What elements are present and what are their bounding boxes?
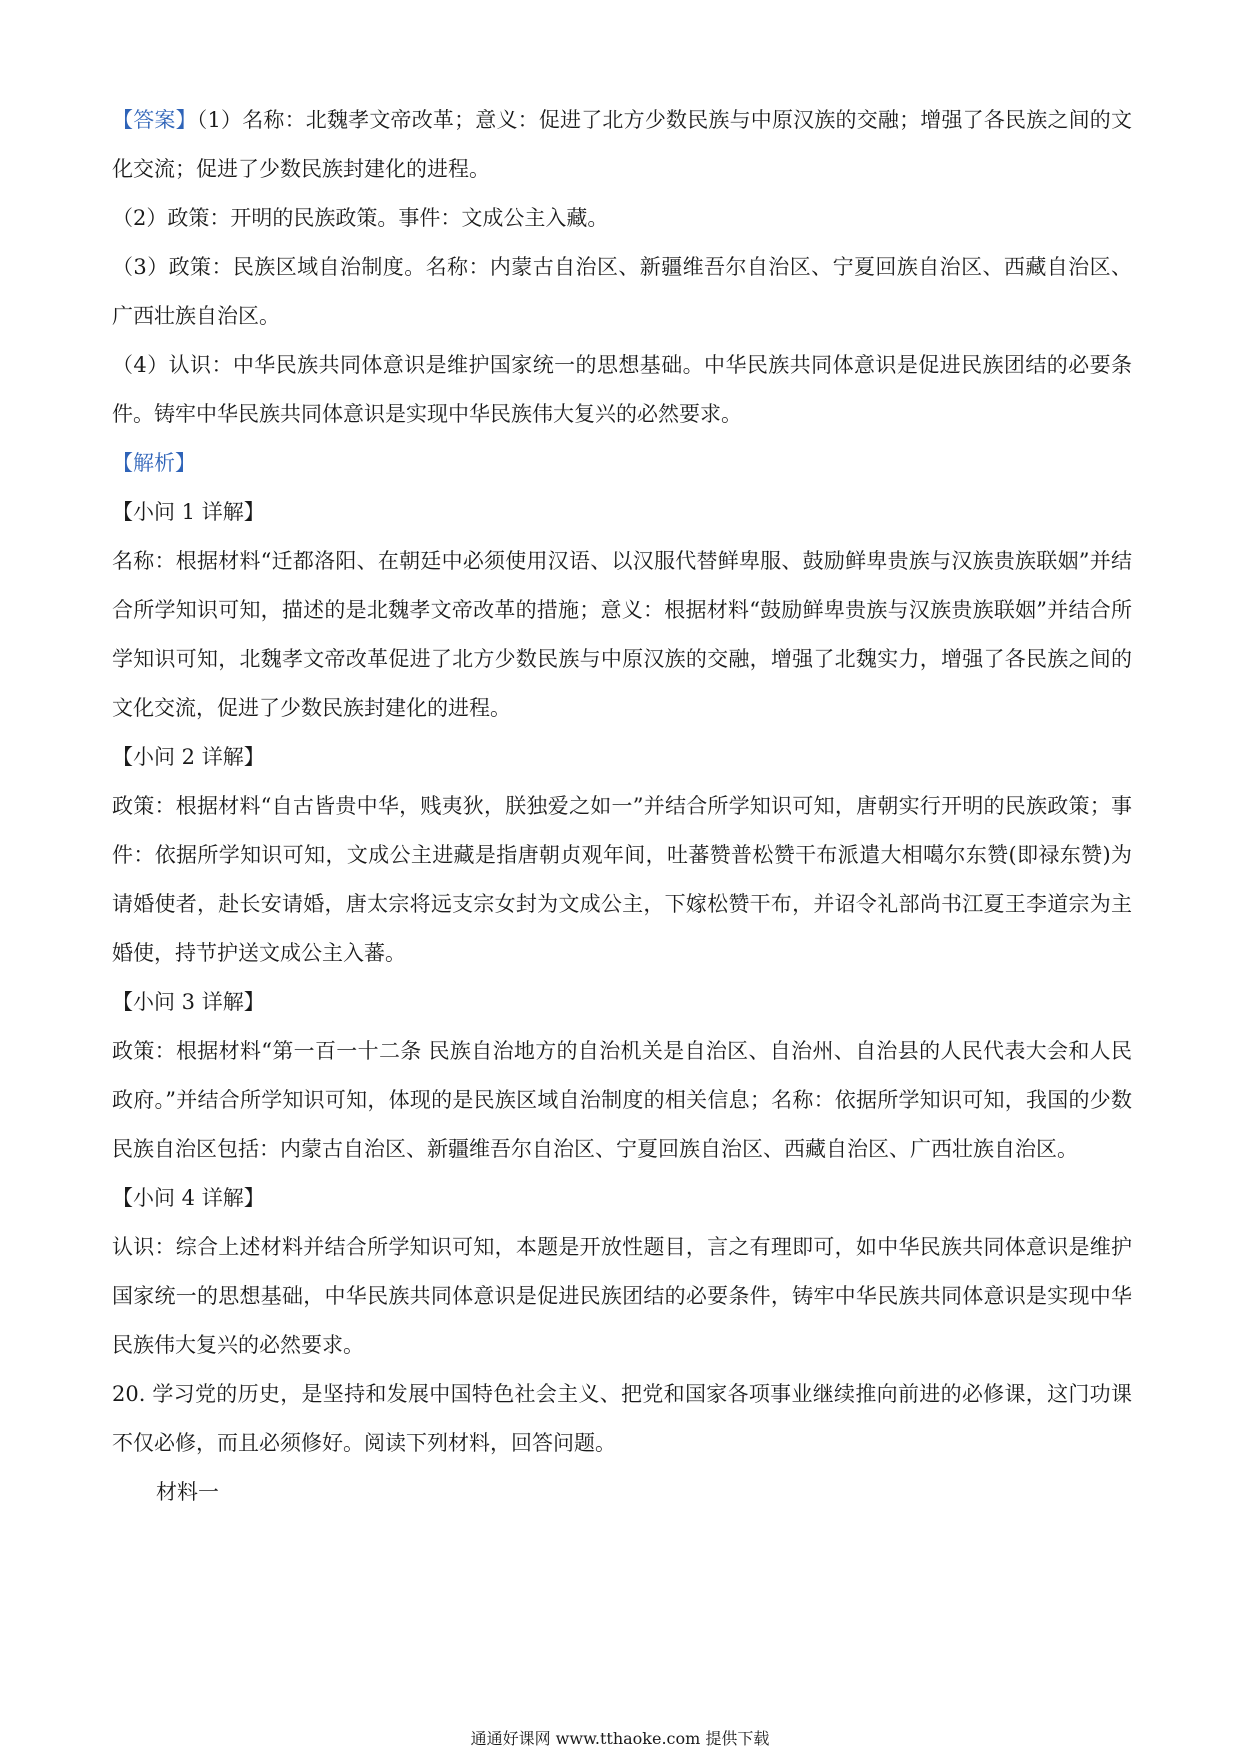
answer-part-2: （2）政策：开明的民族政策。事件：文成公主入藏。 [112,206,609,230]
question-20-text: 20. 学习党的历史，是坚持和发展中国特色社会主义、把党和国家各项事业继续推向前进的必修课，这门功课不仅必修，而且必须修好。阅读下列材料，回答问题。 [112,1382,1132,1455]
page-footer: 通通好课网 www.tthaoke.com 提供下载 [470,1729,770,1748]
answer-tag: 【答案】 [112,108,197,132]
section-1-body: 名称：根据材料“迁都洛阳、在朝廷中必须使用汉语、以汉服代替鲜卑服、鼓励鲜卑贵族与汉族贵族联姻”并结合所学知识可知，描述的是北魏孝文帝改革的措施；意义：根据材料“鼓励鲜卑贵族与汉族贵族联姻”并结合所学知识可知，北魏孝文帝改革促进了北方少数民族与中原汉族的交融，增强了北魏实力，增强了各民族之间的文化交流，促进了少数民族封建化的进程。 [112,549,1132,720]
answer-part-1 [112,96,1132,194]
analysis-tag: 【解析】 [112,451,196,475]
answer-part-4: （4）认识：中华民族共同体意识是维护国家统一的思想基础。中华民族共同体意识是促进民族团结的必要条件。铸牢中华民族共同体意识是实现中华民族伟大复兴的必然要求。 [112,353,1132,426]
section-2-heading: 【小问 2 详解】 [112,745,265,769]
section-2-body: 政策：根据材料“自古皆贵中华，贱夷狄，朕独爱之如一”并结合所学知识可知，唐朝实行开明的民族政策；事件：依据所学知识可知，文成公主进藏是指唐朝贞观年间，吐蕃赞普松赞干布派遣大相噶尔东赞(即禄东赞)为请婚使者，赴长安请婚，唐太宗将远支宗女封为文成公主，下嫁松赞干布，并诏令礼部尚书江夏王李道宗为主婚使，持节护送文成公主入蕃。 [112,794,1132,965]
section-3-heading: 【小问 3 详解】 [112,990,265,1014]
material-1-label: 材料一 [156,1480,219,1504]
section-4-heading: 【小问 4 详解】 [112,1186,265,1210]
section-1-heading: 【小问 1 详解】 [112,500,265,524]
section-4-body: 认识：综合上述材料并结合所学知识可知，本题是开放性题目，言之有理即可，如中华民族共同体意识是维护国家统一的思想基础，中华民族共同体意识是促进民族团结的必要条件，铸牢中华民族共同体意识是实现中华民族伟大复兴的必然要求。 [112,1235,1132,1357]
answer-part-3: （3）政策：民族区域自治制度。名称：内蒙古自治区、新疆维吾尔自治区、宁夏回族自治区、西藏自治区、广西壮族自治区。 [112,255,1132,328]
answer-part-1-text: （1）名称：北魏孝文帝改革；意义：促进了北方少数民族与中原汉族的交融；增强了各民族之间的文化交流；促进了少数民族封建化的进程。 [112,108,1133,181]
section-3-body: 政策：根据材料“第一百一十二条 民族自治地方的自治机关是自治区、自治州、自治县的人民代表大会和人民政府。”并结合所学知识可知，体现的是民族区域自治制度的相关信息；名称：依据所学知识可知，我国的少数民族自治区包括：内蒙古自治区、新疆维吾尔自治区、宁夏回族自治区、西藏自治区、广西壮族自治区。 [112,1039,1132,1161]
document-content [112,96,1132,1517]
